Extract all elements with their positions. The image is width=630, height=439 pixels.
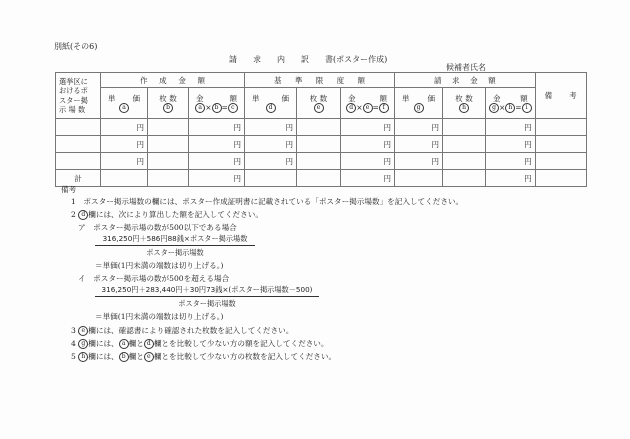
amount-i-cell[interactable]: 円 — [486, 153, 536, 170]
note-2 — [71, 209, 263, 220]
header-char: 価 — [427, 93, 435, 103]
remarks-cell[interactable] — [535, 119, 586, 136]
header-char: 請 — [434, 75, 442, 85]
unit-price-d-header — [245, 88, 297, 119]
circled-g-icon: g — [78, 339, 88, 349]
note-text: 欄とを比較して少ない方の額を記入してください。 — [153, 339, 329, 348]
circled-d-icon: d — [346, 103, 356, 113]
unit-price-d-cell[interactable] — [245, 170, 297, 187]
table-row — [56, 119, 587, 136]
total-label: 計 — [56, 170, 101, 187]
circled-i-icon: i — [522, 103, 532, 113]
quantity-h-cell[interactable] — [443, 119, 486, 136]
title-word: 請 — [229, 55, 237, 64]
quantity-b-header — [148, 88, 189, 119]
case-a-denominator: ポスター掲示場数 — [146, 248, 204, 257]
quantity-e-header — [297, 88, 341, 119]
note-text: 欄には、確認書により確認された枚数を記入してください。 — [88, 326, 294, 335]
times-sign: × — [205, 102, 212, 112]
total-row — [56, 170, 587, 187]
header-char: 数 — [465, 93, 473, 103]
header-char: 限 — [315, 75, 324, 85]
note-3 — [71, 325, 293, 336]
unit-price-g-cell[interactable]: 円 — [395, 153, 443, 170]
remarks-cell[interactable] — [535, 170, 586, 187]
circled-h-icon: h — [505, 103, 515, 113]
unit-price-d-cell[interactable]: 円 — [245, 119, 297, 136]
total-amount-c-cell[interactable]: 円 — [189, 170, 245, 187]
table-row — [56, 153, 587, 170]
note-text: 欄には、 — [88, 352, 119, 361]
note-text: 欄には、 — [88, 339, 119, 348]
note-text: 欄と — [128, 352, 144, 361]
quantity-e-cell[interactable] — [297, 170, 341, 187]
remarks-cell[interactable] — [535, 153, 586, 170]
amount-i-header — [486, 88, 536, 119]
header-char: 価 — [281, 93, 289, 103]
unit-price-a-cell[interactable]: 円 — [101, 153, 148, 170]
note-text: 欄とを比較して少ない方の枚数を記入してください。 — [153, 352, 337, 361]
header-line: おけるポ — [59, 86, 88, 95]
amount-c-cell[interactable]: 円 — [189, 119, 245, 136]
header-char: 額 — [488, 75, 496, 85]
amount-c-header — [189, 88, 245, 119]
header-char: 枚 — [309, 93, 318, 103]
title-word: 内 — [277, 55, 285, 64]
note-number: 3 — [71, 326, 76, 335]
header-char: 金 — [178, 75, 186, 85]
quantity-h-cell[interactable] — [443, 153, 486, 170]
circled-h-icon: h — [78, 352, 88, 362]
header-char: 額 — [379, 93, 387, 103]
circled-g-icon: g — [414, 103, 424, 113]
quantity-b-cell[interactable] — [148, 153, 189, 170]
header-char: 備 — [544, 91, 553, 100]
circled-b-icon: b — [119, 352, 129, 362]
header-char: 金 — [470, 75, 478, 85]
quantity-b-cell[interactable] — [148, 119, 189, 136]
poster-sites-cell[interactable] — [56, 136, 101, 153]
note-number: 5 — [71, 352, 76, 361]
unit-price-g-cell[interactable]: 円 — [395, 119, 443, 136]
claim-breakdown-table — [55, 72, 587, 187]
header-char: 準 — [294, 75, 303, 85]
unit-price-d-cell[interactable]: 円 — [245, 153, 297, 170]
case-b-result: ＝単価(1円未満の端数は切り上げる。) — [95, 312, 224, 321]
unit-price-a-cell[interactable]: 円 — [101, 119, 148, 136]
notes-heading: 備考 — [61, 185, 77, 194]
equals-sign: = — [372, 102, 379, 112]
amount-i-cell[interactable]: 円 — [486, 136, 536, 153]
circled-b-icon: b — [212, 103, 222, 113]
equals-sign: = — [515, 102, 522, 112]
circled-e-icon: e — [144, 352, 154, 362]
amount-f-header — [341, 88, 395, 119]
header-char: 枚 — [455, 93, 463, 103]
header-line: 選挙区に — [59, 76, 88, 86]
note-4 — [71, 338, 328, 349]
note-text: 欄には、次により算出した額を記入してください。 — [88, 210, 263, 219]
poster-sites-cell[interactable] — [56, 153, 101, 170]
amount-f-cell[interactable]: 円 — [341, 136, 395, 153]
circled-d-icon: d — [78, 210, 88, 220]
equals-sign: = — [221, 102, 228, 112]
header-char: 金 — [348, 93, 356, 103]
case-b-label: イ ポスター掲示場の数が500を超える場合 — [78, 274, 230, 283]
note-5 — [71, 351, 336, 362]
unit-price-g-header — [395, 88, 443, 119]
poster-sites-cell[interactable] — [56, 119, 101, 136]
table-row — [56, 136, 587, 153]
unit-price-g-cell[interactable] — [395, 170, 443, 187]
title-word: 求 — [253, 55, 261, 64]
times-sign: × — [356, 102, 363, 112]
times-sign: × — [499, 102, 506, 112]
quantity-b-cell[interactable] — [148, 136, 189, 153]
quantity-b-cell[interactable] — [148, 170, 189, 187]
document-title — [229, 54, 387, 65]
header-char: 求 — [452, 75, 460, 85]
quantity-e-cell[interactable] — [297, 136, 341, 153]
case-a-numerator: 316,250円＋586円88銭×ポスター掲示場数 — [95, 234, 255, 246]
quantity-h-cell[interactable] — [443, 170, 486, 187]
standard-limit-header — [245, 73, 395, 88]
amount-f-cell[interactable]: 円 — [341, 153, 395, 170]
header-char: 額 — [357, 75, 365, 85]
case-b-denominator: ポスター掲示場数 — [178, 299, 236, 308]
title-word: 訳 — [301, 55, 309, 64]
production-amount-header — [101, 73, 245, 88]
total-amount-f-cell[interactable]: 円 — [341, 170, 395, 187]
header-char: 数 — [169, 93, 177, 103]
note-1: 1 ポスター掲示場数の欄には、ポスター作成証明書に記載されている「ポスター掲示場数」を記入してください。 — [71, 197, 464, 206]
circled-e-icon: e — [363, 103, 373, 113]
circled-c-icon: c — [228, 103, 238, 113]
amount-c-cell[interactable]: 円 — [189, 136, 245, 153]
header-char: 価 — [132, 93, 140, 103]
header-char: 単 — [108, 93, 116, 103]
header-char: 枚 — [159, 93, 167, 103]
header-char: 数 — [319, 93, 328, 103]
header-char: 額 — [520, 93, 528, 103]
case-b-numerator: 316,250円＋283,440円＋30円73銭×(ポスター掲示場数－500) — [95, 285, 319, 297]
circled-h-icon: h — [459, 103, 469, 113]
note-number: 2 — [71, 210, 76, 219]
remarks-cell[interactable] — [535, 136, 586, 153]
header-char: 度 — [336, 75, 345, 85]
header-char: 金 — [493, 93, 501, 103]
candidate-name-label: 候補者氏名 — [446, 63, 486, 72]
header-line: スター掲 — [59, 95, 88, 105]
header-char: 基 — [274, 75, 282, 85]
unit-price-a-cell[interactable] — [101, 170, 148, 187]
claim-amount-header — [395, 73, 536, 88]
quantity-e-cell[interactable] — [297, 153, 341, 170]
note-number: 4 — [71, 339, 76, 348]
quantity-h-header — [443, 88, 486, 119]
header-char: 単 — [252, 93, 260, 103]
note-text: 欄と — [128, 339, 144, 348]
header-char: 金 — [196, 93, 204, 103]
quantity-h-cell[interactable] — [443, 136, 486, 153]
document-label: 別紙(その6) — [54, 42, 98, 51]
header-char: 単 — [402, 93, 410, 103]
circled-f-icon: f — [379, 103, 389, 113]
unit-price-d-cell[interactable]: 円 — [245, 136, 297, 153]
circled-b-icon: b — [163, 103, 173, 113]
quantity-e-cell[interactable] — [297, 119, 341, 136]
case-b-formula — [95, 285, 319, 309]
circled-e-icon: e — [314, 103, 324, 113]
header-char: 作 — [140, 75, 148, 85]
header-line: 示 場 数 — [59, 105, 86, 114]
header-char: 額 — [197, 75, 205, 85]
remarks-header — [535, 73, 586, 119]
circled-d-icon: d — [144, 339, 154, 349]
unit-price-g-cell[interactable]: 円 — [395, 136, 443, 153]
header-char: 考 — [569, 91, 577, 100]
total-amount-i-cell[interactable]: 円 — [486, 170, 536, 187]
amount-i-cell[interactable]: 円 — [486, 119, 536, 136]
header-char: 成 — [159, 75, 167, 85]
unit-price-a-header — [101, 88, 148, 119]
case-a-label: ア ポスター掲示場の数が500以下である場合 — [78, 223, 237, 232]
circled-a-icon: a — [119, 339, 129, 349]
header-char: 額 — [229, 93, 237, 103]
unit-price-a-cell[interactable]: 円 — [101, 136, 148, 153]
circled-a-icon: a — [195, 103, 205, 113]
circled-g-icon: g — [489, 103, 499, 113]
case-a-formula — [95, 234, 255, 258]
circled-e-icon: e — [78, 326, 88, 336]
circled-a-icon: a — [119, 103, 129, 113]
title-word: 書(ポスター作成) — [325, 55, 388, 64]
poster-sites-header — [56, 73, 101, 119]
circled-d-icon: d — [266, 103, 276, 113]
amount-c-cell[interactable]: 円 — [189, 153, 245, 170]
amount-f-cell[interactable]: 円 — [341, 119, 395, 136]
case-a-result: ＝単価(1円未満の端数は切り上げる。) — [95, 261, 224, 270]
